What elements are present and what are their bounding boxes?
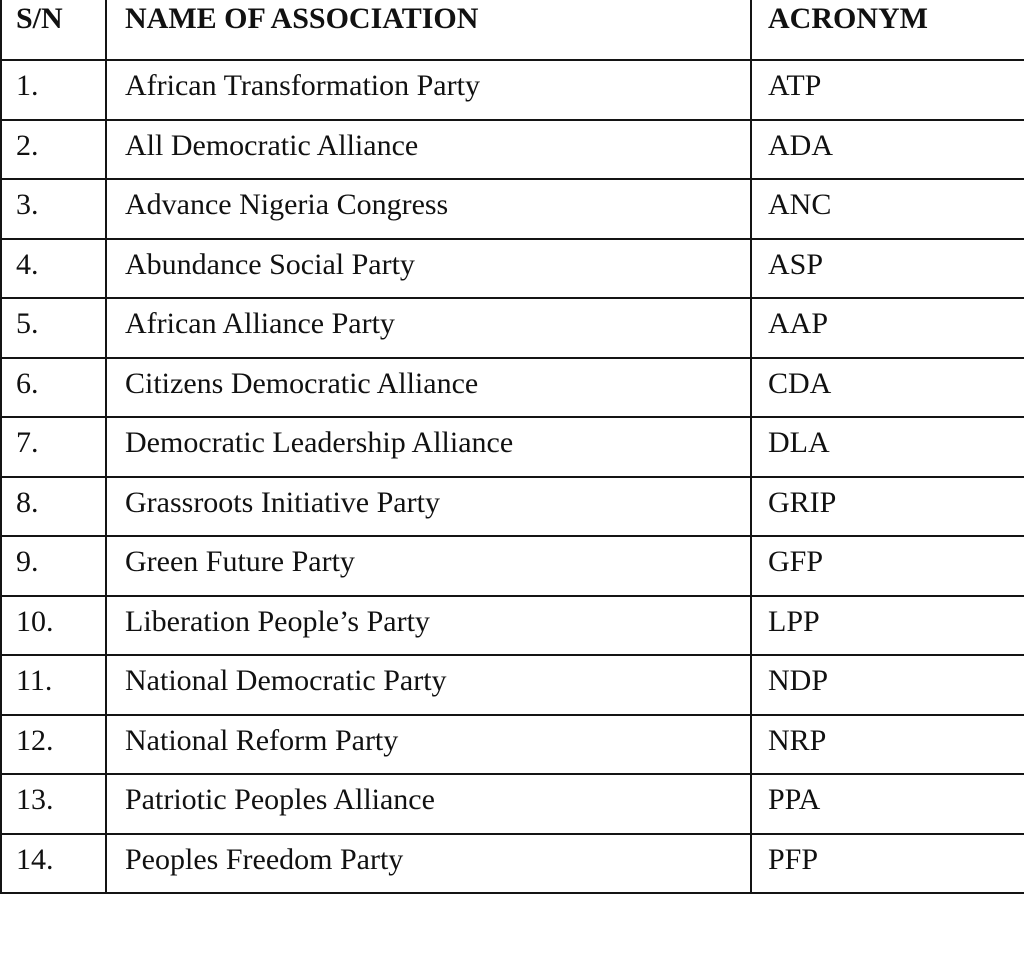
association-name-cell: [106, 60, 751, 120]
association-name-cell-text: African Transformation Party: [125, 69, 480, 102]
serial-number-cell-text: 13.: [16, 783, 54, 816]
header-acronym-label: ACRONYM: [768, 2, 928, 35]
acronym-cell: [751, 774, 1024, 834]
acronym-cell: [751, 834, 1024, 894]
serial-number-cell: [1, 298, 106, 358]
serial-number-cell: [1, 179, 106, 239]
association-name-cell-text: National Democratic Party: [125, 664, 447, 697]
acronym-cell-text: NRP: [768, 723, 827, 757]
association-name-cell: [106, 774, 751, 834]
association-name-cell-text: Green Future Party: [125, 545, 355, 578]
serial-number-cell-text: 5.: [16, 307, 39, 340]
serial-number-cell-text: 6.: [16, 366, 39, 400]
acronym-cell: [751, 120, 1024, 180]
serial-number-cell-text: 7.: [16, 426, 39, 459]
association-name-cell-text: All Democratic Alliance: [125, 128, 419, 162]
table-row: [1, 834, 1024, 894]
serial-number-cell: [1, 358, 106, 418]
serial-number-cell-text: 10.: [16, 604, 54, 638]
association-name-cell-text: Advance Nigeria Congress: [125, 188, 449, 221]
association-name-cell: [106, 834, 751, 894]
acronym-cell-text: ADA: [768, 128, 833, 162]
table-body: [1, 60, 1024, 893]
association-name-cell: [106, 715, 751, 775]
association-name-cell: [106, 536, 751, 596]
header-acronym: [751, 0, 1024, 60]
table-row: [1, 655, 1024, 715]
association-name-cell: [106, 655, 751, 715]
association-name-cell-text: African Alliance Party: [125, 307, 395, 340]
acronym-cell: [751, 536, 1024, 596]
table-row: [1, 536, 1024, 596]
header-sn-label: S/N: [16, 2, 63, 35]
header-row: [1, 0, 1024, 60]
serial-number-cell: [1, 239, 106, 299]
acronym-cell-text: CDA: [768, 366, 832, 400]
acronym-cell-text: DLA: [768, 426, 830, 459]
serial-number-cell-text: 3.: [16, 188, 39, 221]
association-name-cell-text: Abundance Social Party: [125, 247, 415, 281]
association-name-cell: [106, 417, 751, 477]
association-name-cell-text: Peoples Freedom Party: [125, 842, 404, 876]
serial-number-cell: [1, 715, 106, 775]
serial-number-cell: [1, 774, 106, 834]
serial-number-cell-text: 11.: [16, 664, 53, 697]
table-row: [1, 298, 1024, 358]
serial-number-cell: [1, 60, 106, 120]
association-name-cell: [106, 298, 751, 358]
header-name-label: NAME OF ASSOCIATION: [125, 2, 479, 35]
serial-number-cell-text: 12.: [16, 723, 54, 757]
table-row: [1, 60, 1024, 120]
serial-number-cell-text: 2.: [16, 128, 39, 162]
serial-number-cell-text: 9.: [16, 545, 39, 578]
acronym-cell: [751, 715, 1024, 775]
acronym-cell: [751, 60, 1024, 120]
table-row: [1, 179, 1024, 239]
serial-number-cell: [1, 655, 106, 715]
table-row: [1, 239, 1024, 299]
acronym-cell: [751, 655, 1024, 715]
table-row: [1, 477, 1024, 537]
acronym-cell: [751, 298, 1024, 358]
table-row: [1, 596, 1024, 656]
association-name-cell: [106, 358, 751, 418]
serial-number-cell: [1, 477, 106, 537]
serial-number-cell: [1, 120, 106, 180]
association-name-cell-text: Citizens Democratic Alliance: [125, 366, 479, 400]
serial-number-cell-text: 8.: [16, 485, 39, 519]
serial-number-cell-text: 4.: [16, 247, 39, 281]
table-header: [1, 0, 1024, 60]
serial-number-cell: [1, 834, 106, 894]
acronym-cell: [751, 358, 1024, 418]
acronym-cell-text: ANC: [768, 188, 832, 221]
acronym-cell: [751, 179, 1024, 239]
acronym-cell-text: PPA: [768, 783, 821, 816]
association-name-cell: [106, 120, 751, 180]
acronym-cell-text: ASP: [768, 247, 824, 281]
serial-number-cell: [1, 536, 106, 596]
association-name-cell-text: Liberation People’s Party: [125, 604, 430, 638]
acronym-cell: [751, 596, 1024, 656]
serial-number-cell-text: 14.: [16, 842, 54, 876]
association-name-cell: [106, 239, 751, 299]
acronym-cell-text: NDP: [768, 664, 829, 697]
acronym-cell-text: ATP: [768, 69, 822, 102]
association-name-cell-text: Grassroots Initiative Party: [125, 485, 440, 519]
serial-number-cell-text: 1.: [16, 69, 39, 102]
association-name-cell-text: National Reform Party: [125, 723, 399, 757]
table-row: [1, 358, 1024, 418]
acronym-cell: [751, 477, 1024, 537]
association-name-cell: [106, 179, 751, 239]
table-row: [1, 715, 1024, 775]
header-sn: [1, 0, 106, 60]
acronym-cell: [751, 417, 1024, 477]
header-name: [106, 0, 751, 60]
serial-number-cell: [1, 596, 106, 656]
association-name-cell: [106, 596, 751, 656]
acronym-cell-text: GRIP: [768, 485, 837, 519]
acronym-cell-text: LPP: [768, 604, 820, 638]
table-row: [1, 774, 1024, 834]
table-row: [1, 120, 1024, 180]
association-name-cell-text: Patriotic Peoples Alliance: [125, 783, 435, 816]
association-name-cell: [106, 477, 751, 537]
table-row: [1, 417, 1024, 477]
acronym-cell-text: PFP: [768, 842, 819, 876]
serial-number-cell: [1, 417, 106, 477]
acronym-cell-text: AAP: [768, 307, 829, 340]
acronym-cell: [751, 239, 1024, 299]
association-name-cell-text: Democratic Leadership Alliance: [125, 426, 514, 459]
acronym-cell-text: GFP: [768, 545, 824, 578]
